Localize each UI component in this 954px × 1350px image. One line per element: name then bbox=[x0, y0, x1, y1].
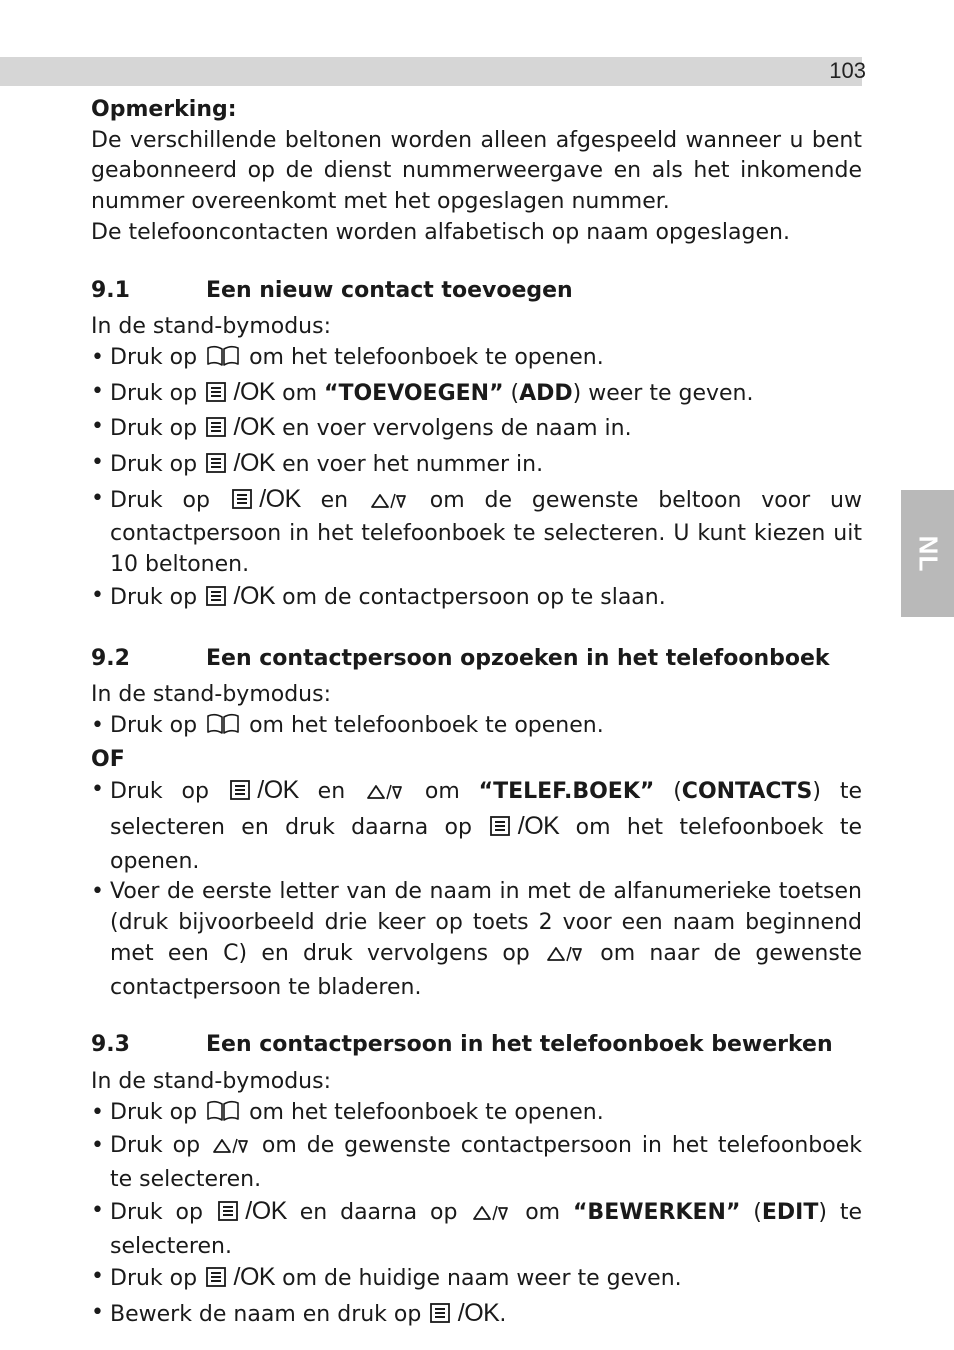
up-down-arrows-icon bbox=[364, 780, 406, 811]
list-item: • Druk op /OK en daarna op om “BEWERKEN” (EDIT) te selecteren. bbox=[91, 1196, 862, 1262]
phonebook-icon bbox=[204, 713, 242, 745]
phonebook-icon bbox=[204, 1100, 242, 1132]
list-item: • Druk op om het telefoonboek te openen. bbox=[91, 343, 862, 377]
language-tab bbox=[901, 490, 954, 617]
section-heading-9-3: 9.3 Een contactpersoon in het telefoonboek bewerken bbox=[91, 1032, 833, 1058]
menu-ok-key-icon: /OK bbox=[204, 412, 275, 448]
note-text: De verschillende beltonen worden alleen afgespeeld wanneer u bent geabonneerd op de dienst nummerweergave en als het inkomende nummer overeenkomt met het opgeslagen nummer. bbox=[91, 127, 862, 215]
menu-ok-key-icon: /OK bbox=[228, 775, 299, 811]
up-down-arrows-icon bbox=[470, 1201, 512, 1232]
list-item: • Druk op om het telefoonboek te openen. bbox=[91, 711, 862, 745]
manual-content bbox=[91, 95, 862, 1334]
up-down-arrows-icon bbox=[210, 1134, 252, 1165]
phonebook-icon bbox=[204, 345, 242, 377]
up-down-arrows-icon bbox=[544, 942, 586, 973]
note-text-2: De telefooncontacten worden alfabetisch op naam opgeslagen. bbox=[91, 219, 790, 245]
section-heading-9-1: 9.1 Een nieuw contact toevoegen bbox=[91, 277, 573, 303]
menu-ok-key-icon: /OK bbox=[204, 1262, 275, 1298]
list-item: • Druk op /OK en voer vervolgens de naam in. bbox=[91, 412, 862, 448]
list-item: • Druk op om het telefoonboek te openen. bbox=[91, 1098, 862, 1132]
standby-label: In de stand-bymodus: bbox=[91, 682, 331, 708]
header-bar bbox=[0, 57, 862, 86]
menu-ok-key-icon: /OK bbox=[428, 1298, 499, 1334]
standby-label: In de stand-bymodus: bbox=[91, 1068, 331, 1094]
section-heading-9-2: 9.2 Een contactpersoon opzoeken in het telefoonboek bbox=[91, 645, 830, 671]
menu-ok-key-icon: /OK bbox=[488, 811, 559, 847]
list-item: • Druk op /OK om de contactpersoon op te slaan. bbox=[91, 581, 862, 617]
menu-ok-key-icon: /OK bbox=[216, 1196, 287, 1232]
list-item: • Druk op /OK en om “TELEF.BOEK” (CONTACTS) te selecteren en druk daarna op /OK om het telefoonboek te openen. bbox=[91, 775, 862, 877]
language-tab-label: NL bbox=[913, 535, 943, 572]
standby-label: In de stand-bymodus: bbox=[91, 314, 331, 340]
or-label: OF bbox=[91, 746, 125, 772]
up-down-arrows-icon bbox=[368, 489, 410, 520]
note-title: Opmerking: bbox=[91, 97, 237, 122]
list-item: • Druk op /OK om “TOEVOEGEN” (ADD) weer te geven. bbox=[91, 377, 862, 413]
list-item: • Druk op /OK en om de gewenste beltoon voor uw contactpersoon in het telefoonboek te selecteren. U kunt kiezen uit 10 beltonen. bbox=[91, 484, 862, 581]
list-item: • Druk op om de gewenste contactpersoon in het telefoonboek te selecteren. bbox=[91, 1131, 862, 1195]
list-item: • Bewerk de naam en druk op /OK. bbox=[91, 1298, 862, 1334]
menu-ok-key-icon: /OK bbox=[230, 484, 301, 520]
menu-ok-key-icon: /OK bbox=[204, 581, 275, 617]
menu-ok-key-icon: /OK bbox=[204, 377, 275, 413]
menu-ok-key-icon: /OK bbox=[204, 448, 275, 484]
list-item: • Voer de eerste letter van de naam in met de alfanumerieke toetsen (druk bijvoorbeeld drie keer op toets 2 voor een naam beginnend met een C) en druk vervolgens op om naar de gewenste contactpersoon te bladeren. bbox=[91, 877, 862, 1003]
list-item: • Druk op /OK en voer het nummer in. bbox=[91, 448, 862, 484]
list-item: • Druk op /OK om de huidige naam weer te geven. bbox=[91, 1262, 862, 1298]
page-number: 103 bbox=[829, 58, 866, 83]
